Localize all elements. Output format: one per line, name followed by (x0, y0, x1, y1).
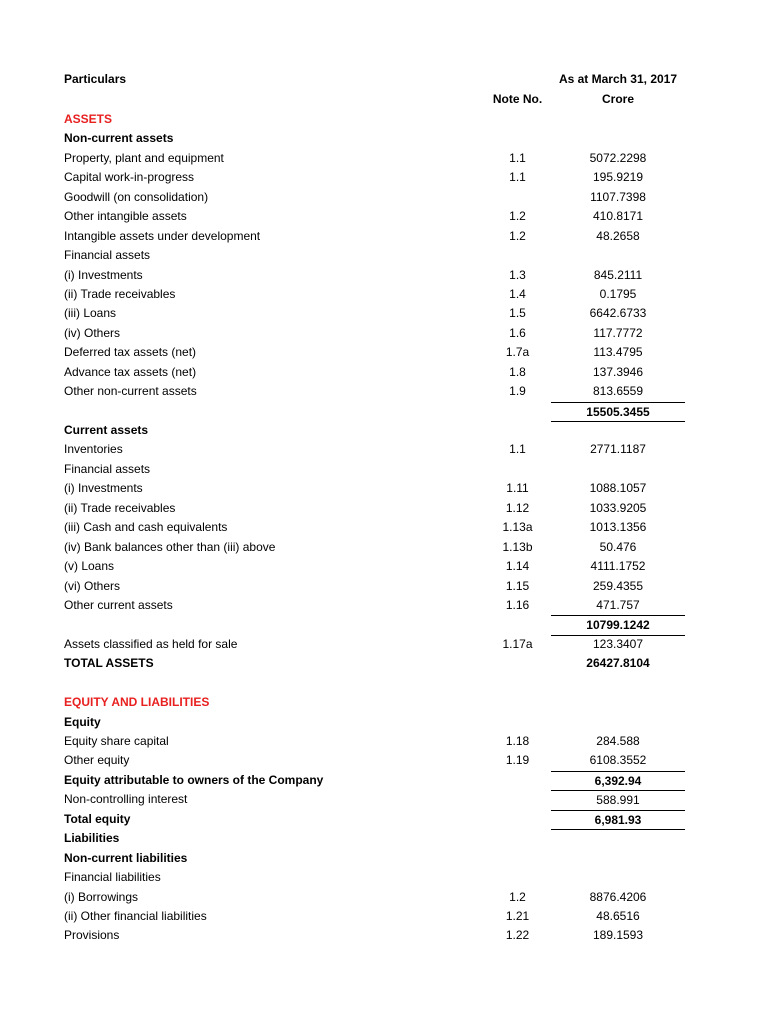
row-note-number: 1.13a (502, 520, 533, 535)
row-label: EQUITY AND LIABILITIES (64, 695, 210, 710)
row-label: Other non-current assets (64, 384, 197, 399)
row-label: Goodwill (on consolidation) (64, 189, 209, 204)
row-label: Intangible assets under development (64, 228, 261, 243)
row-amount: 259.4355 (592, 578, 644, 593)
row-label: Current assets (64, 423, 149, 437)
row-amount: 1033.9205 (589, 500, 647, 515)
row-label: Non-controlling interest (64, 792, 188, 807)
statement-row (0, 440, 768, 459)
row-label: (iii) Loans (64, 306, 117, 321)
row-note-number: 1.8 (509, 364, 526, 379)
row-amount: 113.4795 (593, 345, 643, 360)
row-note-number: 1.2 (509, 889, 526, 904)
row-label: Financial assets (64, 461, 151, 476)
row-amount: 117.7772 (593, 325, 643, 340)
row-note-number: 1.6 (509, 325, 526, 340)
row-amount: 2771.1187 (590, 442, 646, 457)
row-amount: 26427.8104 (586, 656, 650, 671)
statement-row (0, 654, 768, 673)
statement-row (0, 888, 768, 907)
row-label: Assets classified as held for sale (64, 636, 238, 651)
row-label: Capital work-in-progress (64, 170, 195, 185)
as-at-date-header: As at March 31, 2017 (558, 72, 678, 86)
statement-row (0, 285, 768, 304)
row-amount: 8876.4206 (589, 889, 647, 904)
statement-row (0, 363, 768, 382)
row-label: (iii) Cash and cash equivalents (64, 520, 228, 535)
row-note-number: 1.1 (509, 150, 526, 165)
row-note-number: 1.7a (505, 345, 530, 360)
particulars-header: Particulars (64, 72, 127, 86)
statement-row (0, 577, 768, 596)
row-label: (ii) Trade receivables (64, 500, 176, 515)
row-note-number: 1.13b (502, 539, 533, 554)
row-label: Non-current liabilities (64, 850, 188, 865)
statement-row (0, 149, 768, 168)
statement-row (0, 635, 768, 654)
row-amount: 189.1593 (592, 928, 644, 943)
statement-row (0, 829, 768, 848)
row-note-number: 1.21 (505, 908, 530, 923)
row-label: (i) Borrowings (64, 889, 139, 904)
statement-row (0, 246, 768, 265)
row-note-number: 1.1 (509, 442, 526, 457)
row-amount: 195.9219 (592, 170, 644, 185)
row-amount: 471.757 (596, 597, 640, 612)
statement-row (0, 674, 768, 693)
statement-row (0, 402, 768, 421)
row-amount: 1013.1356 (589, 520, 647, 535)
statement-row (0, 304, 768, 323)
row-note-number: 1.17a (502, 636, 533, 651)
row-amount: 137.3946 (592, 364, 644, 379)
row-label: (ii) Trade receivables (64, 286, 176, 301)
row-amount: 1088.1057 (589, 481, 647, 496)
statement-row (0, 479, 768, 498)
statement-row (0, 907, 768, 926)
row-note-number: 1.19 (505, 753, 530, 768)
row-label: Other equity (64, 753, 130, 768)
note-no-header: Note No. (492, 92, 543, 106)
row-label: Financial liabilities (64, 870, 161, 885)
row-amount: 48.6516 (596, 908, 640, 923)
statement-row (0, 810, 768, 829)
row-amount: 1107.7398 (590, 189, 646, 204)
row-label: (i) Investments (64, 267, 143, 282)
statement-rows (0, 110, 768, 946)
statement-row (0, 421, 768, 440)
row-label: (ii) Other financial liabilities (64, 908, 207, 923)
row-amount: 6642.6733 (589, 306, 647, 321)
statement-row (0, 129, 768, 148)
row-amount: 15505.3455 (551, 402, 685, 422)
statement-row (0, 324, 768, 343)
row-amount: 284.588 (596, 734, 640, 748)
statement-row (0, 790, 768, 809)
row-note-number: 1.15 (505, 578, 530, 593)
row-note-number: 1.11 (506, 481, 529, 496)
row-amount: 48.2658 (596, 228, 640, 243)
row-amount: 123.3407 (592, 636, 644, 651)
row-label: Advance tax assets (net) (64, 364, 197, 379)
row-label: Total equity (64, 811, 131, 826)
row-note-number: 1.14 (505, 559, 530, 574)
row-amount: 6,981.93 (551, 810, 685, 830)
row-note-number: 1.5 (509, 306, 526, 321)
statement-row (0, 110, 768, 129)
row-note-number: 1.22 (505, 928, 530, 943)
row-label: (i) Investments (64, 481, 143, 496)
row-amount: 410.8171 (592, 209, 644, 224)
row-amount: 5072.2298 (589, 150, 647, 165)
row-amount: 4111.1752 (590, 559, 646, 574)
statement-row (0, 693, 768, 712)
unit-header: Crore (601, 92, 634, 106)
row-amount: 0.1795 (599, 286, 637, 301)
statement-row (0, 868, 768, 887)
row-label: Equity share capital (64, 734, 169, 748)
row-amount: 6108.3552 (589, 753, 647, 768)
statement-row (0, 499, 768, 518)
statement-row (0, 168, 768, 187)
row-label: Deferred tax assets (net) (64, 345, 197, 360)
statement-row (0, 343, 768, 362)
row-note-number: 1.18 (505, 734, 530, 748)
statement-row (0, 207, 768, 226)
statement-row (0, 227, 768, 246)
statement-row (0, 751, 768, 770)
row-amount: 813.6559 (592, 384, 644, 399)
row-amount: 6,392.94 (551, 771, 685, 791)
row-note-number: 1.4 (509, 286, 526, 301)
row-label: Inventories (64, 442, 123, 457)
row-note-number: 1.1 (509, 170, 526, 185)
statement-row (0, 596, 768, 615)
statement-row (0, 926, 768, 945)
row-note-number: 1.2 (509, 228, 526, 243)
row-note-number: 1.9 (509, 384, 526, 399)
statement-row (0, 713, 768, 732)
statement-row (0, 615, 768, 634)
row-label: (iv) Others (64, 325, 121, 340)
row-note-number: 1.16 (505, 597, 530, 612)
row-label: TOTAL ASSETS (64, 656, 154, 671)
row-note-number: 1.3 (509, 267, 526, 282)
row-label: Liabilities (64, 831, 120, 846)
row-label: (iv) Bank balances other than (iii) above (64, 539, 276, 554)
row-label: (vi) Others (64, 578, 121, 593)
row-amount: 588.991 (551, 790, 685, 810)
statement-row (0, 460, 768, 479)
row-label: Equity (64, 714, 101, 729)
statement-row (0, 188, 768, 207)
statement-row (0, 518, 768, 537)
statement-row (0, 538, 768, 557)
row-label: (v) Loans (64, 559, 115, 574)
row-label: Non-current assets (64, 131, 174, 146)
row-note-number: 1.12 (505, 500, 530, 515)
row-amount: 10799.1242 (551, 615, 685, 635)
row-label: Other current assets (64, 597, 173, 612)
row-label: Other intangible assets (64, 209, 187, 224)
row-amount: 845.2111 (593, 267, 643, 282)
statement-row (0, 382, 768, 401)
row-label: Provisions (64, 928, 120, 943)
row-note-number: 1.2 (509, 209, 526, 224)
row-amount: 50.476 (599, 539, 637, 554)
statement-row (0, 732, 768, 751)
row-label: ASSETS (64, 112, 113, 126)
statement-row (0, 849, 768, 868)
row-label: Equity attributable to owners of the Company (64, 772, 324, 787)
statement-row (0, 771, 768, 790)
statement-row (0, 266, 768, 285)
row-label: Financial assets (64, 248, 151, 263)
row-label: Property, plant and equipment (64, 150, 224, 165)
statement-row (0, 557, 768, 576)
